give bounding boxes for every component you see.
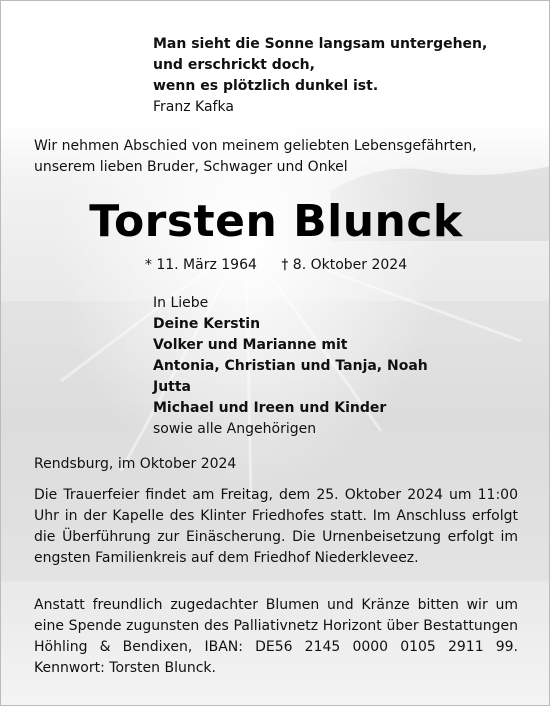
birth-date: * 11. März 1964 bbox=[144, 257, 257, 273]
quote-line: und erschrickt doch, bbox=[153, 57, 315, 73]
mourner-name: Deine Kerstin bbox=[153, 316, 261, 332]
donation-info: Anstatt freundlich zugedachter Blumen und Kränze bitten wir um eine Spende zugunsten des Palliativnetz Horizont über Bestattungen Höhling & Bendixen, IBAN: DE56 2145 0000 0105 2911 99. Kennwort: Torsten Blunck. bbox=[34, 597, 518, 676]
mourner-name: Jutta bbox=[153, 379, 192, 395]
funeral-info: Die Trauerfeier findet am Freitag, dem 25. Oktober 2024 um 11:00 Uhr in der Kapelle des Klinter Friedhofes statt. Im Anschluss erfolgt die Überführung zur Einäscherung. Die Urnenbeisetzung erfolgt im engsten Familienkreis auf dem Friedhof Niederkleveez. bbox=[34, 487, 518, 566]
mourners-outro: sowie alle Angehörigen bbox=[153, 421, 317, 437]
mourner-name: Volker und Marianne mit bbox=[153, 337, 348, 353]
quote-author: Franz Kafka bbox=[153, 99, 234, 115]
quote-line: Man sieht die Sonne langsam untergehen, bbox=[153, 36, 488, 52]
life-dates bbox=[1, 257, 550, 273]
mourners-intro: In Liebe bbox=[153, 295, 209, 311]
mourner-name: Michael und Ireen und Kinder bbox=[153, 400, 387, 416]
mourners-list bbox=[153, 293, 428, 440]
intro-line: Wir nehmen Abschied von meinem geliebten Lebensgefährten, bbox=[34, 138, 477, 154]
mourner-name: Antonia, Christian und Tanja, Noah bbox=[153, 358, 428, 374]
death-date: † 8. Oktober 2024 bbox=[281, 257, 408, 273]
kafka-quote bbox=[153, 34, 487, 118]
farewell-intro bbox=[34, 136, 524, 178]
intro-line: unserem lieben Bruder, Schwager und Onkel bbox=[34, 159, 348, 175]
quote-line: wenn es plötzlich dunkel ist. bbox=[153, 78, 379, 94]
place-date: Rendsburg, im Oktober 2024 bbox=[34, 456, 237, 472]
deceased-name: Torsten Blunck bbox=[89, 196, 463, 247]
